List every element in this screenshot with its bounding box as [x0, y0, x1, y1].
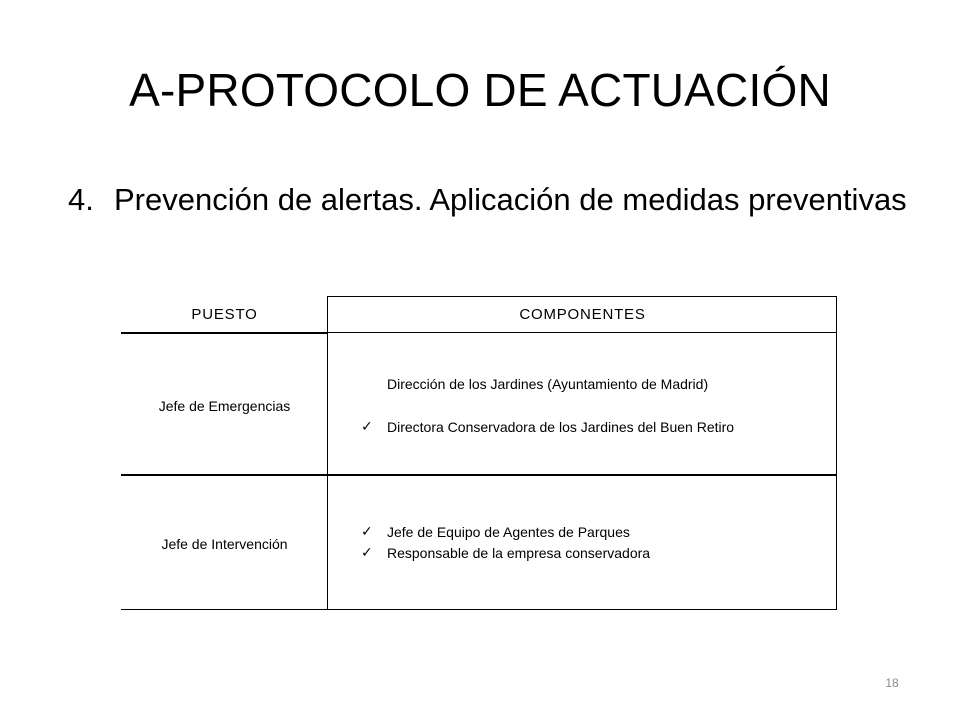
row1-puesto: Jefe de Emergencias — [158, 398, 291, 414]
table-bottom-border — [121, 609, 837, 610]
roles-table — [121, 296, 837, 610]
header-underline-right — [328, 332, 837, 333]
check-icon: ✓ — [361, 545, 373, 561]
row2-item-2: Responsable de la empresa conservadora — [387, 545, 651, 561]
check-icon: ✓ — [361, 524, 373, 540]
row1-heading: Dirección de los Jardines (Ayuntamiento de Madrid) — [387, 376, 709, 392]
row-divider — [121, 474, 837, 476]
table-right-border — [836, 296, 837, 610]
row2-item-1: Jefe de Equipo de Agentes de Parques — [387, 524, 630, 540]
header-componentes: COMPONENTES — [519, 306, 646, 323]
header-underline-left — [121, 332, 328, 334]
page-number: 18 — [885, 676, 899, 690]
table-top-border-right — [328, 296, 837, 297]
item-text: Prevención de alertas. Aplicación de medidas preventivas — [114, 182, 907, 217]
row2-puesto: Jefe de Intervención — [161, 536, 288, 552]
header-puesto: PUESTO — [191, 306, 258, 323]
item-number: 4. — [68, 182, 94, 217]
row1-item-1: Directora Conservadora de los Jardines del Buen Retiro — [387, 419, 735, 435]
slide-title: A-PROTOCOLO DE ACTUACIÓN — [129, 64, 831, 116]
check-icon: ✓ — [361, 419, 373, 435]
table-vertical-divider — [327, 296, 328, 610]
